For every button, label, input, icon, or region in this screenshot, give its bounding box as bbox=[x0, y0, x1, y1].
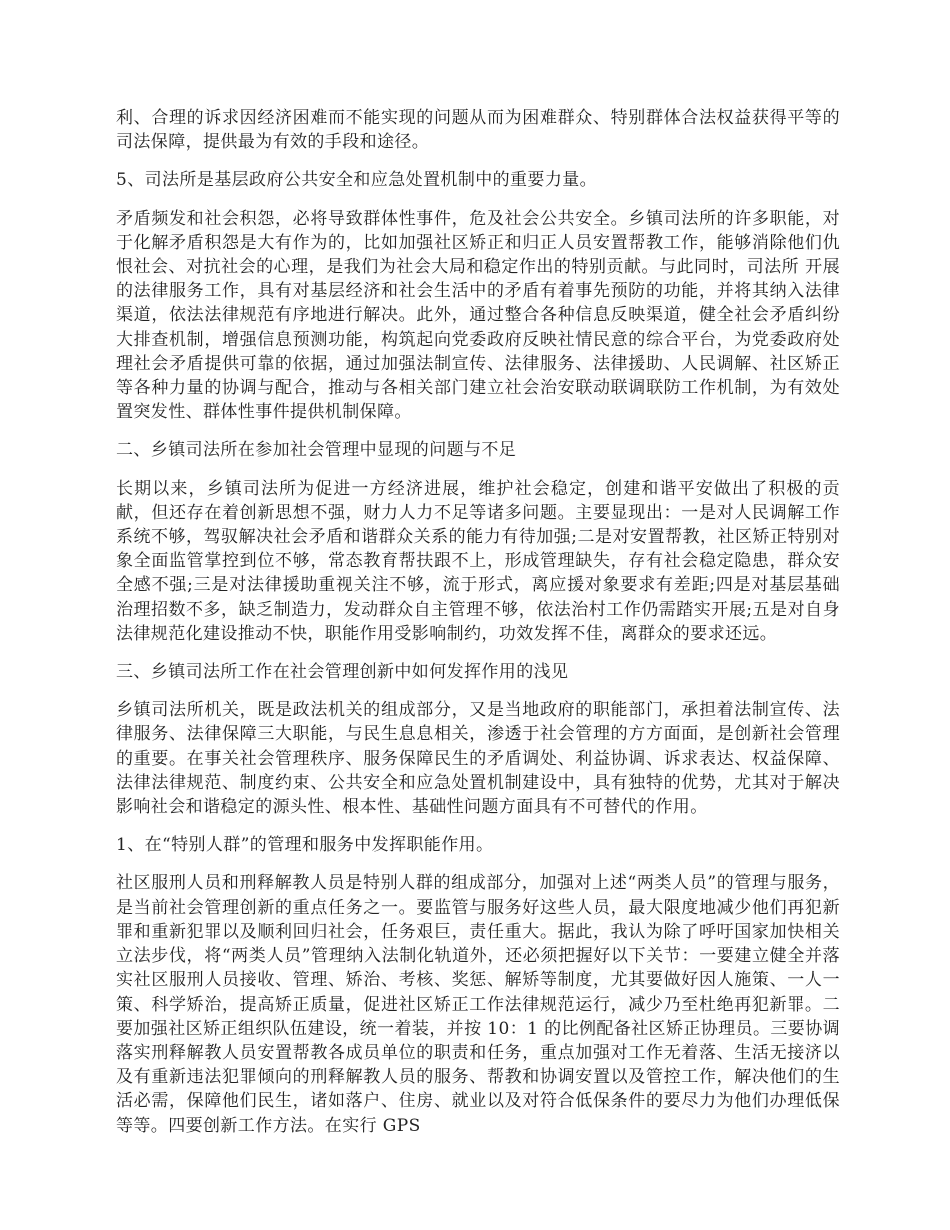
document-body bbox=[116, 106, 840, 1138]
paragraph-special-groups: 社区服刑人员和刑释解教人员是特别人群的组成部分，加强对上述“两类人员”的管理与服务，是当前社会管理创新的重点任务之一。要监管与服务好这些人员，最大限度地减少他们再犯新罪和重新犯罪以及顺利回归社会，任务艰巨，责任重大。据此，我认为除了呼吁国家加快相关立法步伐，将“两类人员”管理纳入法制化轨道外，还必须把握好以下关节：一要建立健全并落实社区服刑人员接收、管理、矫治、考核、奖惩、解矫等制度，尤其要做好因人施策、一人一策、科学矫治，提高矫正质量，促进社区矫正工作法律规范运行，减少乃至杜绝再犯新罪。二要加强社区矫正组织队伍建设，统一着装，并按 10：1 的比例配备社区矫正协理员。三要协调落实刑释解教人员安置帮教各成员单位的职责和任务，重点加强对工作无着落、生活无接济以及有重新违法犯罪倾向的刑释解教人员的服务、帮教和协调安置以及管控工作，解决他们的生活必需，保障他们民生，诸如落户、住房、就业以及对符合低保条件的要尽力为他们办理低保等等。四要创新工作方法。在实行 GPS bbox=[116, 873, 840, 1136]
section-heading-3: 三、乡镇司法所工作在社会管理创新中如何发挥作用的浅见 bbox=[116, 662, 569, 683]
paragraph-role: 乡镇司法所机关，既是政法机关的组成部分，又是当地政府的职能部门，承担着法制宣传、法律服务、法律保障三大职能，与民生息息相关，渗透于社会管理的方方面面，是创新社会管理的重要。在事关社会管理秩序、服务保障民生的矛盾调处、利益协调、诉求表达、权益保障、法律法律规范、制度约束、公共安全和应急处置机制建设中，具有独特的优势，尤其对于解决影响社会和谐稳定的源头性、根本性、基础性问题方面具有不可替代的作用。 bbox=[116, 700, 840, 818]
paragraph-problems: 长期以来，乡镇司法所为促进一方经济进展，维护社会稳定，创建和谐平安做出了积极的贡献，但还存在着创新思想不强，财力人力不足等诸多问题。主要显现出：一是对人民调解工作系统不够，驾驭解决社会矛盾和谐群众关系的能力有待加强;二是对安置帮教，社区矫正特别对象全面监管掌控到位不够，常态教育帮扶跟不上，形成管理缺失，存有社会稳定隐患，群众安全感不强;三是对法律援助重视关注不够，流于形式，离应援对象要求有差距;四是对基层基础治理招数不多，缺乏制造力，发动群众自主管理不够，依法治村工作仍需踏实开展;五是对自身法律规范化建设推动不快，职能作用受影响制约，功效发挥不佳，离群众的要求还远。 bbox=[116, 478, 840, 644]
paragraph-intro-continuation: 利、合理的诉求因经济困难而不能实现的问题从而为困难群众、特别群体合法权益获得平等的司法保障，提供最为有效的手段和途径。 bbox=[116, 108, 840, 153]
section-heading-2: 二、乡镇司法所在参加社会管理中显现的问题与不足 bbox=[116, 440, 517, 461]
paragraph-public-safety: 矛盾频发和社会积怨，必将导致群体性事件，危及社会公共安全。乡镇司法所的许多职能，对于化解矛盾积怨是大有作为的，比如加强社区矫正和归正人员安置帮教工作，能够消除他们仇恨社会、对抗社会的心理，是我们为社会大局和稳定作出的特别贡献。与此同时，司法所 开展的法律服务工作，具有对基层经济和社会生活中的矛盾有着事先预防的功能，并将其纳入法律渠道，依法法律规范有序地进行解决。此外，通过整合各种信息反映渠道，健全社会矛盾纠纷大排查机制，增强信息预测功能，构筑起向党委政府反映社情民意的综合平台，为党委政府处理社会矛盾提供可靠的依据，通过加强法制宣传、法律服务、法律援助、人民调解、社区矫正等各种力量的协调与配合，推动与各相关部门建立社会治安联动联调联防工作机制，为有效处置突发性、群体性事件提供机制保障。 bbox=[116, 208, 840, 423]
subheading-point-5: 5、司法所是基层政府公共安全和应急处置机制中的重要力量。 bbox=[116, 170, 598, 191]
subheading-point-1: 1、在“特别人群”的管理和服务中发挥职能作用。 bbox=[116, 835, 494, 856]
